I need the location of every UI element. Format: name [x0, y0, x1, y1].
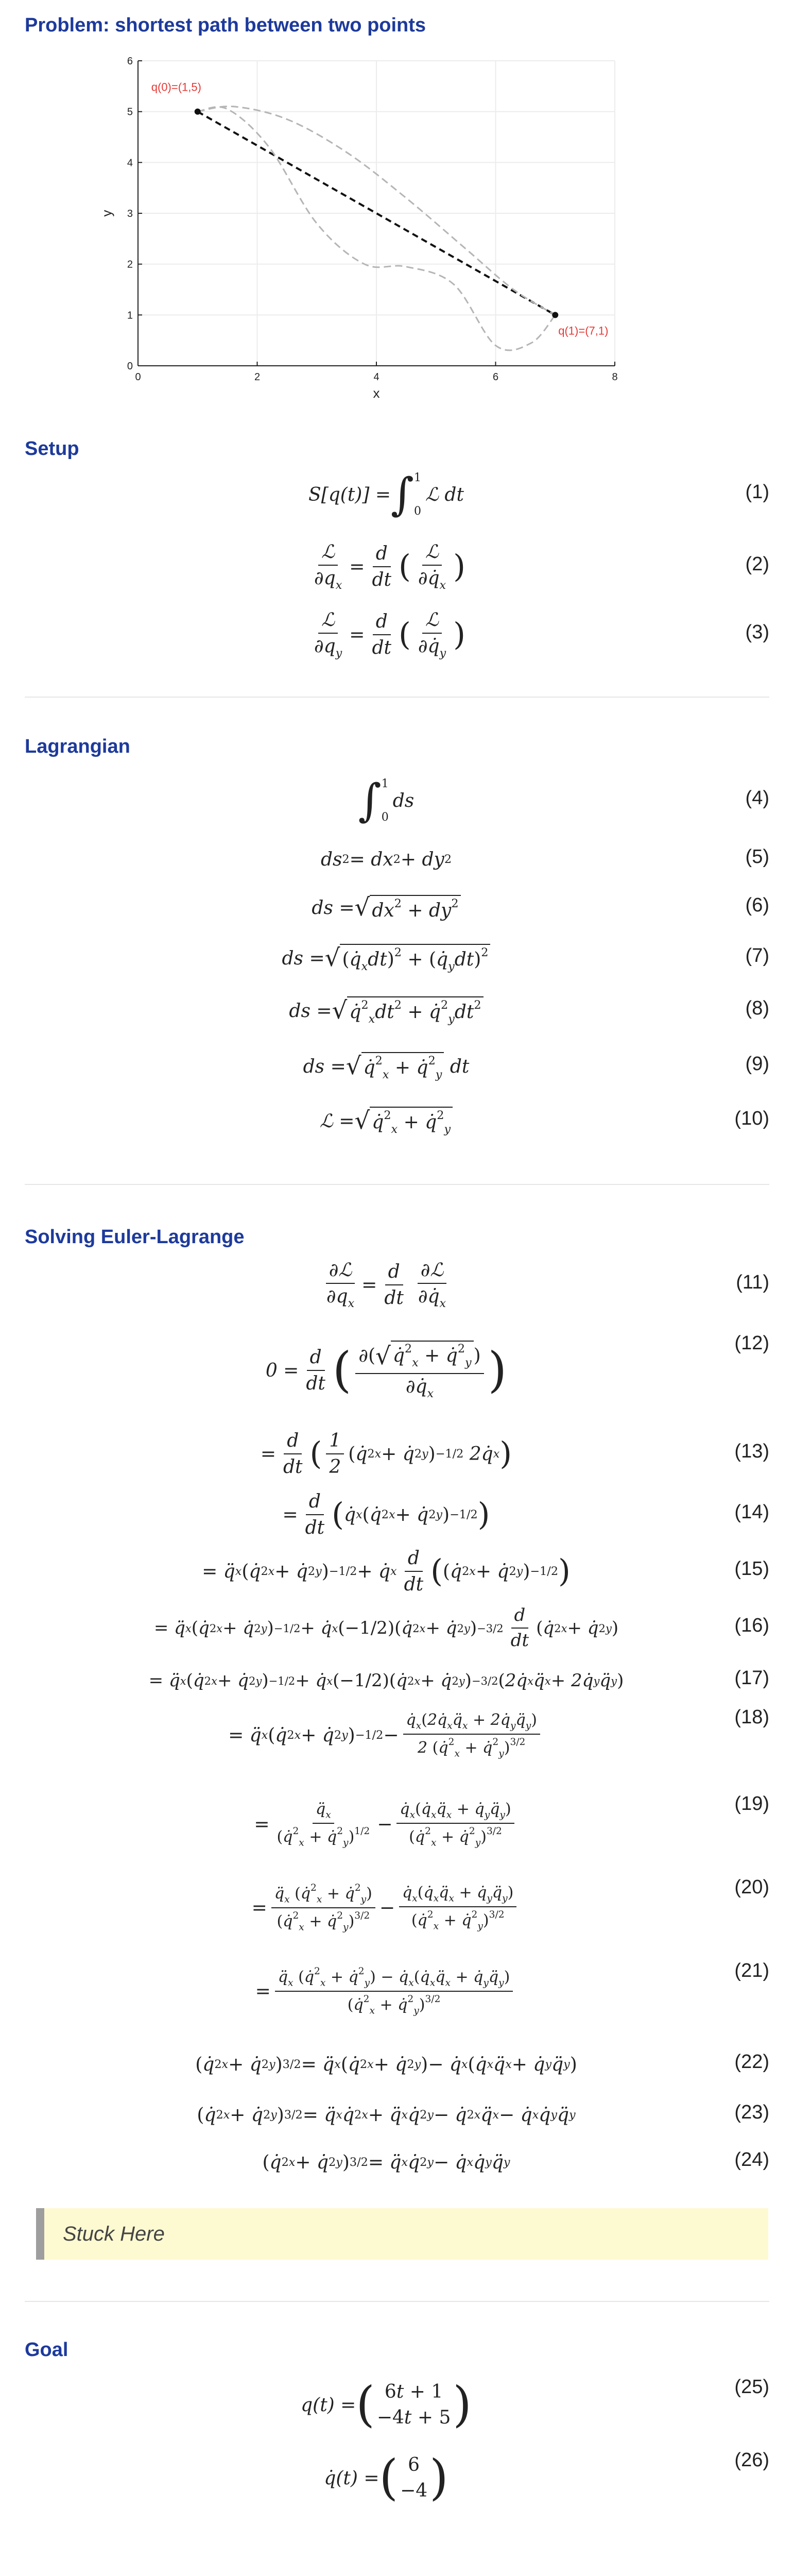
equation-7: ds = √ $(q̇_xdt)^2$ + $(q̇_ydt)^2$ (7) [282, 944, 769, 973]
x-tick-label: 4 [373, 371, 379, 383]
equation-number: (16) [734, 1615, 769, 1636]
stuck-callout [36, 2208, 768, 2260]
equation-6: ds = √ $dx^2 + dy^2$ (6) [312, 894, 769, 922]
equation-number: (6) [745, 894, 769, 916]
endpoint-marker [552, 312, 558, 318]
equation-23: ( q̇ 2 x + q̇ 2 y ) 3/2 = q̈ x q̇ 2 x + q̈ x q̇ 2 y − q̇ 2 x q̈ x − q̇ x q̇ y q̈ y (23) [197, 2102, 769, 2126]
equation-number: (14) [734, 1501, 769, 1523]
equation-10: ℒ = √ q̇$^2_x$ + q̇$^2_y$ (10) [319, 1107, 769, 1136]
equation-number: (20) [734, 1876, 769, 1898]
equation-number: (2) [745, 553, 769, 575]
x-axis-label: x [373, 385, 380, 401]
equation-3: $\frac{\text{ℒ}}{\partial q_y}$ = $\frac{d}{dt}$ ( $\frac{\text{ℒ}}{\partial q̇_y}$ ) (3) [314, 609, 769, 660]
path-chart [0, 41, 794, 433]
equation-number: (17) [734, 1667, 769, 1689]
section-title-lagrangian: Lagrangian [25, 736, 130, 757]
equation-14: = $\frac{d}{dt}$ ( q̇ x ( q̇ 2 x + q̇ 2 y ) −1/2 ) (14) [282, 1490, 769, 1538]
equation-number: (24) [734, 2149, 769, 2171]
equation-20: = $\frac{q̈_x (q̇^2_x + q̇^2_y)}{(q̇^2_x + q̇^2_y)^{3/2}}$ − $\frac{q̇_x(q̇_xq̈_x + q̇_yq̈_y)}{(q̇^2_x + q̇^2_y)^{3/2}}$ (20) [251, 1876, 769, 1933]
equation-2: $\frac{\text{ℒ}}{\partial q_x}$ = $\frac{d}{dt}$ ( $\frac{\text{ℒ}}{\partial q̇_x}$ ) (2) [314, 541, 769, 592]
equation-number: (8) [745, 997, 769, 1019]
chart-grid [138, 61, 615, 366]
x-tick-label: 8 [612, 371, 618, 383]
equation-number: (15) [734, 1558, 769, 1580]
equation-25: q(t) = ( 6t + 1 −4t + 5 ) (25) [301, 2376, 769, 2433]
equation-15: = q̈ x ( q̇ 2 x + q̇ 2 y ) −1/2 + q̇ x $\frac{d}{dt}$ ( ( q̇ 2 x + q̇ 2 y ) −1/2 ) (15) [202, 1547, 769, 1595]
section-divider [25, 2301, 769, 2302]
section-title-goal: Goal [25, 2339, 68, 2361]
chart-axes [99, 56, 618, 401]
equation-26: q̇(t) = ( 6 −4 ) (26) [324, 2449, 769, 2506]
equation-number: (7) [745, 945, 769, 967]
equation-8: ds = √ $q̇^2_xdt^2$ + $q̇^2_ydt^2$ (8) [289, 997, 769, 1026]
callout-text: Stuck Here [63, 2223, 165, 2245]
y-axis-label: y [99, 210, 114, 217]
section-title-solving: Solving Euler-Lagrange [25, 1226, 245, 1248]
equation-number: (19) [734, 1793, 769, 1815]
equation-number: (23) [734, 2102, 769, 2123]
endpoint-marker [195, 109, 201, 115]
section-title-setup: Setup [25, 438, 79, 460]
equation-11: $\frac{\text{∂ℒ}}{\partial q_x}$ = $\frac{d}{dt}$ $\frac{\text{∂ℒ}}{\partial q̇_x}$ (11) [326, 1259, 769, 1310]
section-divider [25, 1184, 769, 1185]
equation-number: (13) [734, 1440, 769, 1462]
y-tick-label: 1 [127, 310, 133, 321]
equation-number: (9) [745, 1053, 769, 1075]
equation-number: (5) [745, 846, 769, 868]
y-tick-label: 6 [127, 56, 133, 67]
x-tick-label: 2 [254, 371, 261, 383]
equation-4: ∫ 1 0 ds (4) [358, 774, 769, 826]
x-tick-label: 0 [135, 371, 141, 383]
equation-22: ( q̇ 2 x + q̇ 2 y ) 3/2 = q̈ x ( q̇ 2 x + q̇ 2 y ) − q̇ x ( q̇ x q̈ x + q̇ y q̈ y ) (22) [195, 2051, 769, 2075]
equation-17: = q̈ x ( q̇ 2 x + q̇ 2 y ) −1/2 + q̇ x (−1/2) ( q̇ 2 x + q̇ 2 y ) −3/2 ( 2q̇ x q̈ x + 2q̇ y q̈ y ) (17) [148, 1667, 769, 1691]
equation-number: (26) [734, 2449, 769, 2471]
equation-5: ds 2 = dx 2 + dy 2 (5) [320, 846, 769, 870]
y-tick-label: 5 [127, 106, 133, 118]
equation-9: ds = √ q̇$^2_x$ + q̇$^2_y$ dt (9) [303, 1053, 769, 1081]
equation-19: = $\frac{q̈_x}{(q̇^2_x + q̇^2_y)^{1/2}}$ − $\frac{q̇_x(q̇_xq̈_x + q̇_yq̈_y)}{(q̇^2_x + q̇^2_y)^{3/2}}$ (19) [254, 1793, 769, 1848]
equation-number: (11) [736, 1272, 769, 1293]
equation-number: (1) [745, 481, 769, 503]
equation-1: S[q(t)] = ∫ 1 0 ℒ dt (1) [308, 468, 769, 520]
equation-number: (3) [745, 621, 769, 643]
equation-number: (25) [734, 2376, 769, 2398]
equation-13: = $\frac{d}{dt}$ ( $\frac{1}{2}$ ( q̇ 2 x + q̇ 2 y ) −1/2 2q̇ x ) (13) [260, 1430, 769, 1478]
section-title-problem: Problem: shortest path between two points [25, 14, 426, 36]
y-tick-label: 0 [127, 361, 133, 372]
endpoint-label: q(1)=(7,1) [558, 324, 609, 337]
equation-number: (21) [734, 1960, 769, 1981]
equation-16: = q̈ x ( q̇ 2 x + q̇ 2 y ) −1/2 + q̇ x (−1/2) ( q̇ 2 x + q̇ 2 y ) −3/2 $\frac{d}{dt}$ ( q̇ 2 x + q̇ 2 y ) (16) [153, 1604, 769, 1651]
equation-number: (22) [734, 2051, 769, 2073]
chart-labels [151, 81, 609, 337]
equation-number: (12) [734, 1332, 769, 1354]
y-tick-label: 4 [127, 157, 133, 169]
equation-number: (10) [734, 1108, 769, 1129]
x-tick-label: 6 [492, 371, 499, 383]
endpoint-label: q(0)=(1,5) [151, 80, 201, 94]
equation-18: = q̈ x ( q̇ 2 x + q̇ 2 y ) −1/2 − $\frac{q̇_x(2q̇_xq̈_x + 2q̇_yq̈_y)}{2 (q̇^2_x + q̇^2_y)^{3/2}}$ (18) [228, 1706, 769, 1759]
y-tick-label: 3 [127, 208, 133, 219]
equation-21: = $\frac{q̈_x (q̇^2_x + q̇^2_y) - q̇_x(q̇_xq̈_x + q̇_yq̈_y)}{(q̇^2_x + q̇^2_y)^{3/2}}$ (21) [255, 1960, 769, 2016]
y-tick-label: 2 [127, 259, 133, 270]
equation-12: 0 = $\frac{d}{dt}$ ( $\frac{\partial(√ q̇^2_x + q̇^2_y )}{\partial q̇_x}$ ) (12) [265, 1332, 769, 1400]
equation-24: ( q̇ 2 x + q̇ 2 y ) 3/2 = q̈ x q̇ 2 y − q̇ x q̇ y q̈ y (24) [262, 2149, 769, 2173]
section-divider [25, 697, 769, 698]
equation-number: (4) [745, 787, 769, 809]
equation-number: (18) [734, 1706, 769, 1728]
